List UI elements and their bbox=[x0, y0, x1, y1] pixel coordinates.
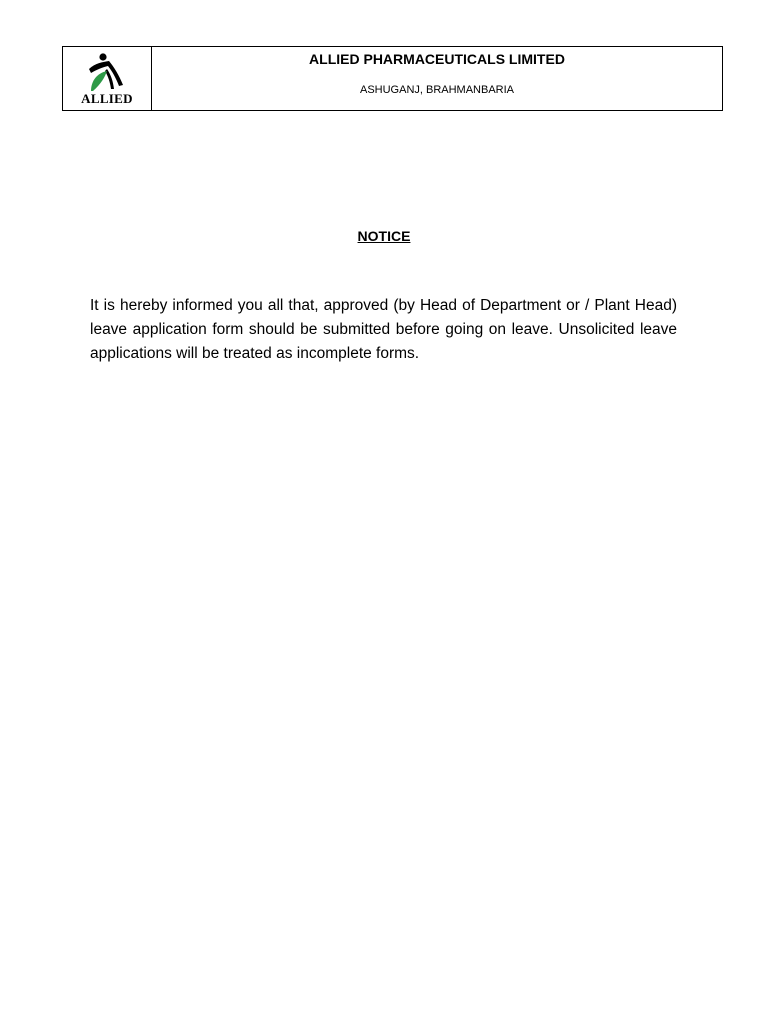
logo-wordmark: ALLIED bbox=[81, 91, 133, 106]
company-name: ALLIED PHARMACEUTICALS LIMITED bbox=[309, 51, 565, 67]
letterhead-table bbox=[62, 46, 723, 111]
notice-body: It is hereby informed you all that, approved (by Head of Department or / Plant Head) leave application form should be submitted before going on leave. Unsolicited leave applications will be treated as incomplete forms. bbox=[90, 297, 677, 362]
logo-cell bbox=[63, 47, 152, 110]
company-location: ASHUGANJ, BRAHMANBARIA bbox=[359, 84, 515, 96]
notice-title: NOTICE bbox=[357, 228, 411, 244]
title-cell bbox=[152, 47, 722, 110]
allied-logo-icon bbox=[81, 51, 133, 93]
